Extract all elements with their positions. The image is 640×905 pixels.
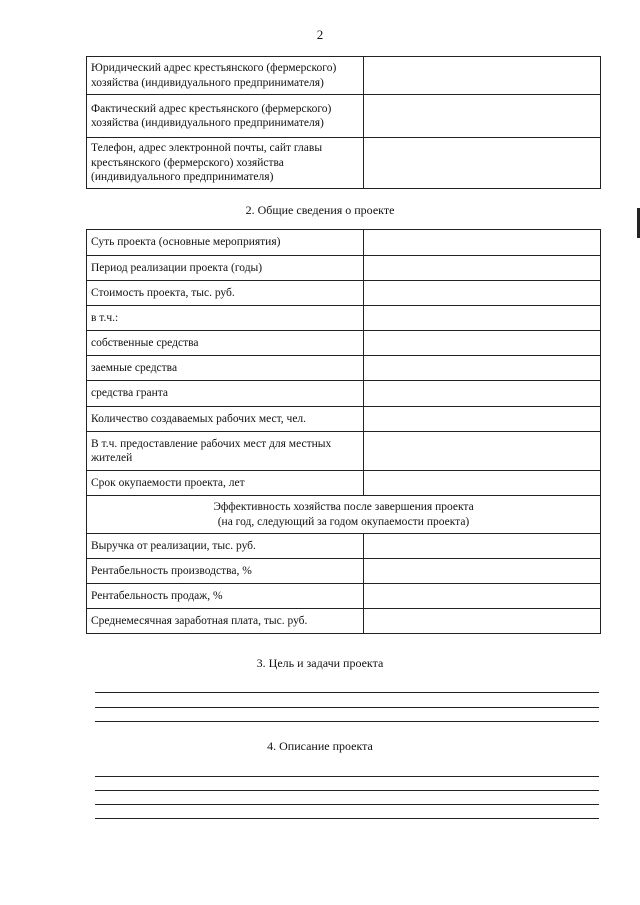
table-row	[87, 471, 601, 496]
table-row	[87, 584, 601, 609]
grant-funds-label: средства гранта	[87, 381, 364, 407]
page-number: 2	[316, 27, 324, 42]
description-answer-line-2[interactable]	[95, 790, 599, 791]
revenue-label: Выручка от реализации, тыс. руб.	[87, 534, 364, 559]
description-answer-line-4[interactable]	[95, 818, 599, 819]
jobs-created-label: Количество создаваемых рабочих мест, чел.	[87, 407, 364, 432]
table-row	[87, 95, 601, 138]
section-4-title: 4. Описание проекта	[267, 739, 373, 753]
project-essence-field[interactable]	[364, 230, 601, 256]
project-essence-label: Суть проекта (основные мероприятия)	[87, 230, 364, 256]
own-funds-field[interactable]	[364, 331, 601, 356]
description-answer-line-3[interactable]	[95, 804, 599, 805]
contacts-label: Телефон, адрес электронной почты, сайт главы крестьянского (фермерского) хозяйства (индивидуального предпринимателя)	[87, 138, 364, 189]
description-answer-line-1[interactable]	[95, 776, 599, 777]
actual-address-field[interactable]	[364, 95, 601, 138]
table-row	[87, 496, 601, 534]
project-cost-field[interactable]	[364, 281, 601, 306]
table-row	[87, 281, 601, 306]
section-2-title: 2. Общие сведения о проекте	[245, 203, 395, 217]
average-salary-label: Среднемесячная заработная плата, тыс. руб.	[87, 609, 364, 634]
table-row	[87, 381, 601, 407]
legal-address-label: Юридический адрес крестьянского (фермерского) хозяйства (индивидуального предпринимателя)	[87, 57, 364, 95]
average-salary-field[interactable]	[364, 609, 601, 634]
applicant-contacts-table	[86, 56, 601, 189]
sales-profitability-field[interactable]	[364, 584, 601, 609]
grant-funds-field[interactable]	[364, 381, 601, 407]
table-row	[87, 57, 601, 95]
revenue-field[interactable]	[364, 534, 601, 559]
including-field[interactable]	[364, 306, 601, 331]
local-jobs-label: В т.ч. предоставление рабочих мест для местных жителей	[87, 432, 364, 471]
goals-answer-line-3[interactable]	[95, 721, 599, 722]
jobs-created-field[interactable]	[364, 407, 601, 432]
actual-address-label: Фактический адрес крестьянского (фермерского) хозяйства (индивидуального предпринимателя)	[87, 95, 364, 138]
goals-answer-line-1[interactable]	[95, 692, 599, 693]
goals-answer-line-2[interactable]	[95, 707, 599, 708]
implementation-period-label: Период реализации проекта (годы)	[87, 256, 364, 281]
legal-address-field[interactable]	[364, 57, 601, 95]
project-info-table	[86, 229, 601, 634]
borrowed-funds-label: заемные средства	[87, 356, 364, 381]
project-cost-label: Стоимость проекта, тыс. руб.	[87, 281, 364, 306]
table-row	[87, 356, 601, 381]
efficiency-header-title: Эффективность хозяйства после завершения проекта	[213, 501, 474, 514]
table-row	[87, 407, 601, 432]
borrowed-funds-field[interactable]	[364, 356, 601, 381]
efficiency-header-note: (на год, следующий за годом окупаемости проекта)	[217, 515, 470, 528]
table-row	[87, 559, 601, 584]
table-row	[87, 138, 601, 189]
including-label: в т.ч.:	[87, 306, 364, 331]
own-funds-label: собственные средства	[87, 331, 364, 356]
production-profitability-field[interactable]	[364, 559, 601, 584]
sales-profitability-label: Рентабельность продаж, %	[87, 584, 364, 609]
payback-period-field[interactable]	[364, 471, 601, 496]
table-row	[87, 609, 601, 634]
implementation-period-field[interactable]	[364, 256, 601, 281]
efficiency-header	[87, 496, 601, 534]
table-row	[87, 230, 601, 256]
local-jobs-field[interactable]	[364, 432, 601, 471]
contacts-field[interactable]	[364, 138, 601, 189]
table-row	[87, 331, 601, 356]
table-row	[87, 534, 601, 559]
payback-period-label: Срок окупаемости проекта, лет	[87, 471, 364, 496]
production-profitability-label: Рентабельность производства, %	[87, 559, 364, 584]
section-3-title: 3. Цель и задачи проекта	[256, 656, 384, 670]
table-row	[87, 432, 601, 471]
table-row	[87, 256, 601, 281]
table-row	[87, 306, 601, 331]
